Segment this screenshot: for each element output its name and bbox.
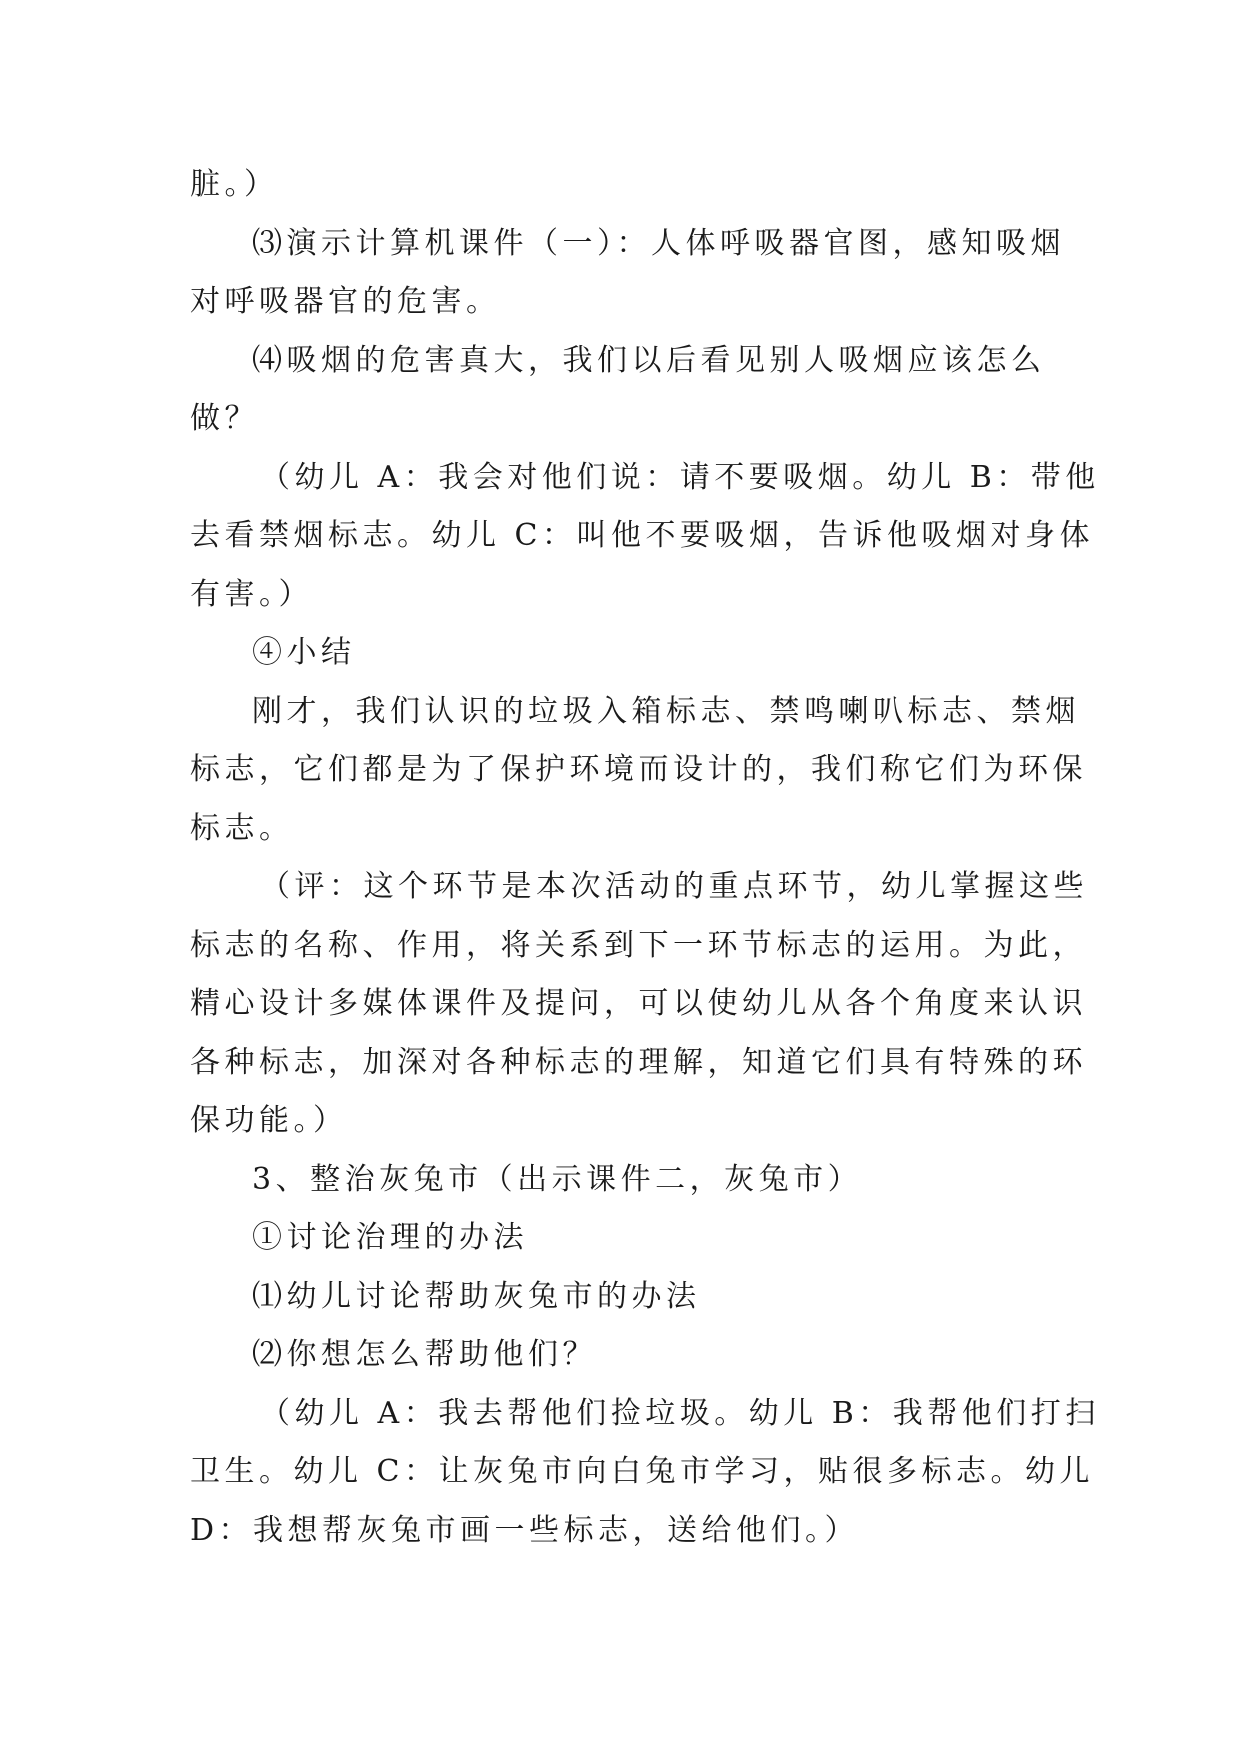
text-line: 刚才，我们认识的垃圾入箱标志、禁鸣喇叭标志、禁烟 [252, 693, 1080, 729]
text-line: （评：这个环节是本次活动的重点环节，幼儿掌握这些 [260, 869, 1088, 904]
text-line: （幼儿 A：我会对他们说：请不要吸烟。幼儿 B：带他 [260, 459, 1100, 495]
text-line: ⑴幼儿讨论帮助灰兔市的办法 [252, 1278, 701, 1314]
section-heading: ④小结 [252, 635, 356, 670]
text-line: ⑶演示计算机课件（一）：人体呼吸器官图，感知吸烟 [252, 225, 1065, 261]
text-line: 去看禁烟标志。幼儿 C：叫他不要吸烟，告诉他吸烟对身体 [190, 518, 1094, 553]
document-body [190, 156, 1100, 1560]
text-line: 做？ [190, 401, 259, 436]
text-line: D：我想帮灰兔市画一些标志，送给他们。） [190, 1512, 860, 1548]
section-heading: 3、整治灰兔市（出示课件二，灰兔市） [252, 1161, 863, 1197]
text-line: 各种标志，加深对各种标志的理解，知道它们具有特殊的环 [190, 1044, 1087, 1080]
text-line: ⑷吸烟的危害真大，我们以后看见别人吸烟应该怎么 [252, 342, 1046, 378]
text-line: 脏。） [190, 167, 279, 202]
text-line: 标志。 [190, 810, 294, 846]
text-line: 标志的名称、作用，将关系到下一环节标志的运用。为此， [190, 927, 1087, 963]
text-line: 标志，它们都是为了保护环境而设计的，我们称它们为环保 [190, 752, 1087, 787]
text-line: 保功能。） [190, 1103, 348, 1138]
text-line: （幼儿 A：我去帮他们捡垃圾。幼儿 B：我帮他们打扫 [260, 1395, 1100, 1431]
text-line: 卫生。幼儿 C：让灰兔市向白兔市学习，贴很多标志。幼儿 [190, 1454, 1094, 1489]
text-line: ⑵你想怎么帮助他们？ [252, 1337, 597, 1372]
section-heading: ①讨论治理的办法 [252, 1220, 528, 1255]
text-line: 有害。） [190, 576, 313, 612]
text-line: 精心设计多媒体课件及提问，可以使幼儿从各个角度来认识 [190, 986, 1087, 1021]
text-line: 对呼吸器官的危害。 [190, 284, 501, 319]
